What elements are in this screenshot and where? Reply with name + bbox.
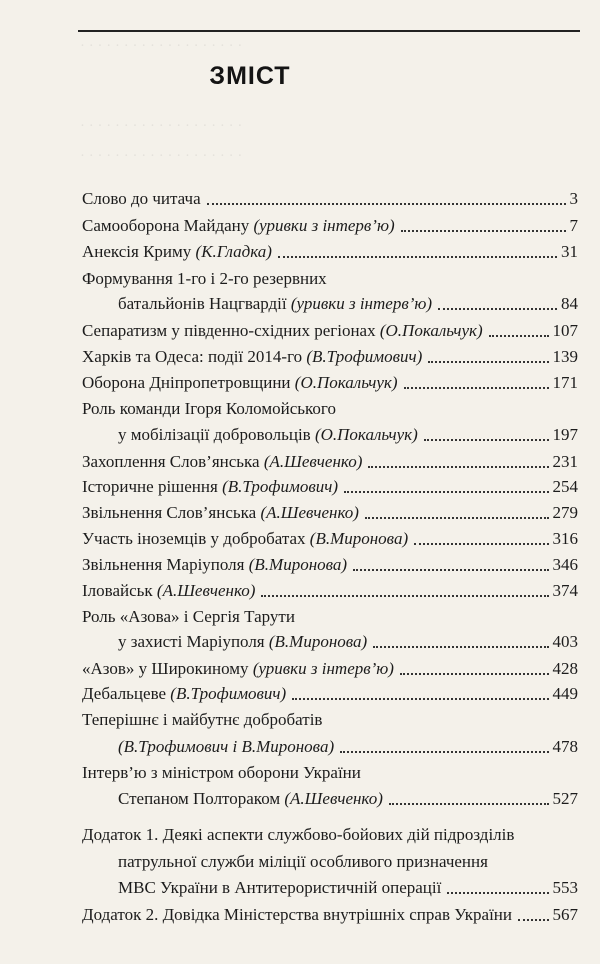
toc-entry-text: Дебальцеве <box>82 684 171 703</box>
toc-entry-title <box>82 372 398 394</box>
toc-entry-title <box>82 346 422 368</box>
toc-entry-author: (В.Трофимович і В.Миронова) <box>118 737 335 756</box>
toc-leader-dots <box>489 334 549 337</box>
toc-entry <box>82 681 578 705</box>
toc-entry-title <box>82 398 336 420</box>
toc-entry-title <box>82 606 295 628</box>
toc-entry <box>82 500 578 524</box>
toc-page-number: 3 <box>569 189 578 208</box>
toc-entry-title <box>82 762 361 784</box>
toc-entry <box>82 552 578 576</box>
toc-entry-author: (уривки з інтерв’ю) <box>290 294 433 313</box>
toc-entry-text: Історичне рішення <box>82 477 223 496</box>
toc-entry <box>82 239 578 263</box>
toc-leader-dots <box>518 918 549 921</box>
toc-entry-title <box>82 241 272 263</box>
toc-entry-author: (В.Миронова) <box>268 632 368 651</box>
toc-leader-dots <box>344 490 549 493</box>
toc-entry-author: (В.Трофимович) <box>306 347 423 366</box>
page-title: ЗМІСТ <box>209 62 291 90</box>
toc-entry-title <box>82 709 322 731</box>
toc-entry <box>82 604 578 628</box>
toc-entry <box>82 318 578 342</box>
toc-leader-dots <box>368 465 548 468</box>
toc-entry-text: Додаток 1. Деякі аспекти службово-бойових дій підрозділів <box>82 825 515 844</box>
toc-entry <box>82 656 578 680</box>
toc-entry-author: (А.Шевченко) <box>263 452 363 471</box>
toc-page-number: 527 <box>552 789 578 808</box>
toc-entry-text: Додаток 2. Довідка Міністерства внутрішніх справ України <box>82 905 512 924</box>
toc-entry-text: Іловайськ <box>82 581 157 600</box>
toc-entry-author: (В.Миронова) <box>248 555 348 574</box>
toc-entry <box>118 291 578 315</box>
toc-entry-title <box>82 476 338 498</box>
toc-entry <box>82 344 578 368</box>
toc-entry-title <box>82 268 327 290</box>
toc-page-number: 31 <box>561 242 578 261</box>
toc-entry-title <box>82 683 286 705</box>
toc-leader-dots <box>353 568 548 571</box>
toc-leader-dots <box>424 438 549 441</box>
toc-entry-title <box>118 851 488 873</box>
toc-entry-title <box>118 631 367 653</box>
toc-page-number: 567 <box>552 905 578 924</box>
toc-leader-dots <box>389 802 549 805</box>
toc-entry-text: МВС України в Антитерористичній операції <box>118 878 442 897</box>
toc-page-number: 449 <box>552 684 578 703</box>
toc-entry-title <box>82 824 514 846</box>
toc-page-number: 428 <box>552 659 578 678</box>
toc-entry-author: (В.Миронова) <box>309 529 409 548</box>
toc-entry-title <box>82 502 359 524</box>
toc-page-number: 231 <box>552 452 578 471</box>
toc-entry-text: Самооборона Майдану <box>82 216 254 235</box>
toc-leader-dots <box>428 360 548 363</box>
toc-entry-text: Харків та Одеса: події 2014-го <box>82 347 307 366</box>
toc-entry-title <box>82 904 512 926</box>
toc-leader-dots <box>261 594 548 597</box>
toc-entry <box>82 526 578 550</box>
toc-entry-title <box>82 554 347 576</box>
toc-entry-author: (О.Покальчук) <box>379 321 483 340</box>
toc-entry-title <box>118 424 418 446</box>
toc-entry-text: Теперішнє і майбутнє добробатів <box>82 710 323 729</box>
toc-entry-text: Роль «Азова» і Сергія Тарути <box>82 607 295 626</box>
toc-entry <box>82 707 578 731</box>
toc-entry-title <box>82 188 201 210</box>
toc-entry-text: Роль команди Ігоря Коломойського <box>82 399 336 418</box>
toc-leader-dots <box>373 645 548 648</box>
toc-entry <box>118 875 578 899</box>
toc-entry-text: Інтерв’ю з міністром оборони України <box>82 763 361 782</box>
toc-page-number: 279 <box>552 503 578 522</box>
toc-entry-text: патрульної служби міліції особливого призначення <box>118 852 488 871</box>
toc-entry-text: Формування 1-го і 2-го резервних <box>82 269 327 288</box>
toc-page-number: 139 <box>552 347 578 366</box>
toc-entry-title <box>118 788 383 810</box>
toc-entry-author: (К.Гладка) <box>195 242 272 261</box>
toc-page-number: 197 <box>552 425 578 444</box>
toc-entry <box>118 629 578 653</box>
toc-page-number: 553 <box>552 878 578 897</box>
toc-entry-author: (А.Шевченко) <box>284 789 383 808</box>
toc-entry <box>82 370 578 394</box>
toc-entry-text: Степаном Полтораком <box>118 789 285 808</box>
toc-page-number: 7 <box>569 216 578 235</box>
toc-entry <box>82 902 578 926</box>
toc-page-number: 171 <box>552 373 578 392</box>
toc-entry-title <box>118 736 334 758</box>
toc-leader-dots <box>447 891 548 894</box>
toc-entry <box>82 396 578 420</box>
toc-entry-title <box>118 293 432 315</box>
toc-leader-dots <box>401 229 566 232</box>
toc-entry-title <box>82 320 483 342</box>
toc-entry-author: (В.Трофимович) <box>170 684 287 703</box>
toc-entry-text: у мобілізації добровольців <box>118 425 315 444</box>
toc-entry <box>82 474 578 498</box>
toc-page-number: 346 <box>552 555 578 574</box>
toc-entry <box>82 213 578 237</box>
toc-entry-author: (О.Покальчук) <box>294 373 398 392</box>
toc-leader-dots <box>365 516 549 519</box>
toc-entry-text: батальйонів Нацгвардії <box>118 294 291 313</box>
toc-page-number: 316 <box>552 529 578 548</box>
toc-entry-author: (А.Шевченко) <box>260 503 359 522</box>
toc-leader-dots <box>292 697 548 700</box>
toc-leader-dots <box>404 386 549 389</box>
toc-entry-text: Участь іноземців у добробатах <box>82 529 310 548</box>
toc-entry <box>82 266 578 290</box>
toc-entry-title <box>82 580 255 602</box>
toc-page-number: 374 <box>552 581 578 600</box>
toc-page-number: 84 <box>561 294 578 313</box>
toc-entry-text: Звільнення Слов’янська <box>82 503 261 522</box>
toc-entry-author: (уривки з інтерв’ю) <box>253 216 395 235</box>
toc-entry-text: Сепаратизм у південно-східних регіонах <box>82 321 380 340</box>
toc-entry <box>82 449 578 473</box>
toc-leader-dots <box>278 255 557 258</box>
toc-entry-text: «Азов» у Широкиному <box>82 659 253 678</box>
toc-entry <box>82 760 578 784</box>
toc-entry-author: (В.Трофимович) <box>222 477 338 496</box>
toc-entry <box>118 734 578 758</box>
toc-page-number: 254 <box>552 477 578 496</box>
toc-entry-author: (О.Покальчук) <box>314 425 418 444</box>
toc-entry <box>82 578 578 602</box>
toc-entry-title <box>82 215 395 237</box>
toc-entry-text: Звільнення Маріуполя <box>82 555 249 574</box>
toc-entry <box>118 786 578 810</box>
toc-entry-author: (уривки з інтерв’ю) <box>252 659 394 678</box>
toc-entry-text: Анексія Криму <box>82 242 196 261</box>
toc-entry-text: Оборона Дніпропетровщини <box>82 373 295 392</box>
toc-leader-dots <box>400 672 549 675</box>
bleed-through-text: · · · · · · · · · · · · · · · · · · · · · · · · · · · · · · · · · · · · · · · · · · · · · · · · · · · · · · · · · <box>80 38 243 164</box>
toc-page-number: 478 <box>552 737 578 756</box>
toc-entry-title <box>82 528 408 550</box>
toc-page-number: 107 <box>552 321 578 340</box>
toc-entry-title <box>82 451 362 473</box>
toc-entry <box>118 849 578 873</box>
toc-leader-dots <box>414 542 548 545</box>
toc-entry <box>118 422 578 446</box>
toc-entry <box>82 186 578 210</box>
toc-entry-title <box>118 877 441 899</box>
toc-entry-title <box>82 658 394 680</box>
toc-entry <box>82 822 578 846</box>
toc-leader-dots <box>207 202 566 205</box>
toc-leader-dots <box>340 750 548 753</box>
toc-entry-text: у захисті Маріуполя <box>118 632 269 651</box>
toc-entry-text: Слово до читача <box>82 189 201 208</box>
toc-leader-dots <box>438 307 557 310</box>
toc-entry-author: (А.Шевченко) <box>156 581 256 600</box>
toc-entry-text: Захоплення Слов’янська <box>82 452 264 471</box>
toc-page-number: 403 <box>552 632 578 651</box>
